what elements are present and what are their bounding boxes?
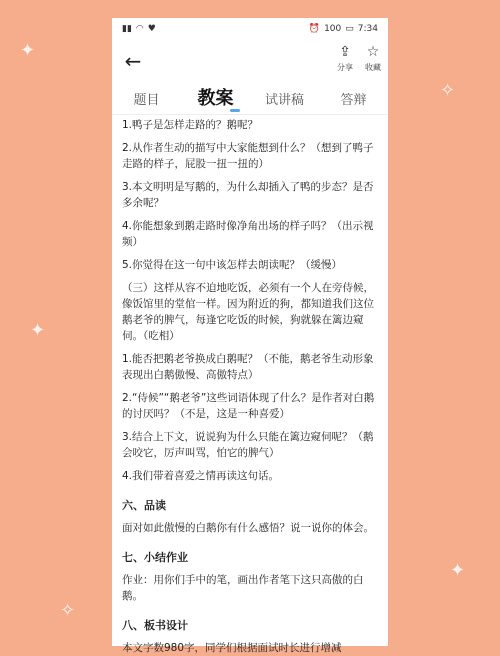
article-content	[112, 115, 388, 656]
paragraph: 2.从作者生动的描写中大家能想到什么？（想到了鸭子走路的样子，屁股一扭一扭的）	[122, 142, 374, 170]
paragraph: 4.我们带着喜爱之情再读这句话。	[122, 470, 280, 482]
section-heading: 六、品读	[122, 499, 166, 512]
decorative-star-icon: ✦	[30, 320, 46, 341]
clock-time: 7:34	[357, 24, 378, 34]
share-button[interactable]	[330, 44, 360, 73]
alarm-icon: ⏰	[308, 24, 321, 34]
paragraph: 5.你觉得在这一句中该怎样去朗读呢？（缓慢）	[122, 259, 343, 271]
share-label: 分享	[337, 63, 353, 72]
paragraph: 4.你能想象到鹅走路时像净角出场的样子吗？（出示视频）	[122, 220, 374, 248]
section-heading: 七、小结作业	[122, 551, 188, 564]
section-body: 本文字数980字，同学们根据面试时长进行增减	[122, 642, 342, 654]
heart-icon: ♥	[147, 24, 156, 34]
paragraph: 2.“侍候”“鹅老爷”这些词语体现了什么？是作者对白鹅的讨厌吗？（不是，这是一种喜爱）	[122, 392, 375, 420]
tab-bar	[112, 80, 388, 115]
phone-screen	[112, 18, 388, 654]
paragraph: 3.结合上下文，说说狗为什么只能在篱边窥伺呢？（鹅会咬它，厉声叫骂，怕它的脾气）	[122, 431, 374, 459]
tab-lesson-plan[interactable]: 教案	[181, 84, 250, 114]
decorative-star-icon: ✦	[20, 40, 36, 61]
decorative-star-icon: ✧	[60, 600, 76, 621]
star-icon: ☆	[366, 44, 380, 60]
tab-questions[interactable]: 题目	[133, 93, 160, 108]
paragraph: 3.本文明明是写鹅的，为什么却插入了鸭的步态？是否多余呢？	[122, 181, 374, 209]
share-icon: ⇪	[339, 44, 351, 60]
section-heading: 八、板书设计	[122, 619, 188, 632]
tab-defense[interactable]: 答辩	[340, 93, 367, 108]
battery-level: 100	[324, 24, 342, 34]
status-left	[122, 24, 156, 34]
section-body: 作业：用你们手中的笔，画出作者笔下这只高傲的白鹅。	[122, 574, 364, 602]
favorite-label: 收藏	[365, 63, 381, 72]
paragraph: 1.鸭子是怎样走路的？鹅呢？	[122, 119, 259, 131]
decorative-star-icon: ✧	[440, 80, 456, 101]
paragraph: 1.能否把鹅老爷换成白鹅呢？（不能，鹅老爷生动形象表现出白鹅傲慢、高傲特点）	[122, 353, 374, 381]
status-right	[309, 24, 378, 34]
back-arrow-icon[interactable]: ←	[124, 49, 142, 73]
decorative-star-icon: ✦	[450, 560, 466, 581]
paragraph: （三）这样从容不迫地吃饭，必须有一个人在旁侍候，像饭馆里的堂倌一样。因为附近的狗，都知道我们这位鹅老爷的脾气，每逢它吃饭的时候，狗就躲在篱边窥伺。（吃相）	[122, 282, 374, 342]
battery-icon: ▭	[345, 24, 354, 34]
signal-icon: ▮▮	[122, 24, 132, 34]
wifi-icon: ◠	[135, 24, 144, 34]
section-body: 面对如此傲慢的白鹅你有什么感悟？说一说你的体会。	[122, 522, 374, 534]
status-bar	[112, 18, 388, 40]
tab-trial-script[interactable]: 试讲稿	[264, 93, 304, 108]
app-bar	[112, 40, 388, 80]
favorite-button[interactable]	[358, 44, 388, 73]
